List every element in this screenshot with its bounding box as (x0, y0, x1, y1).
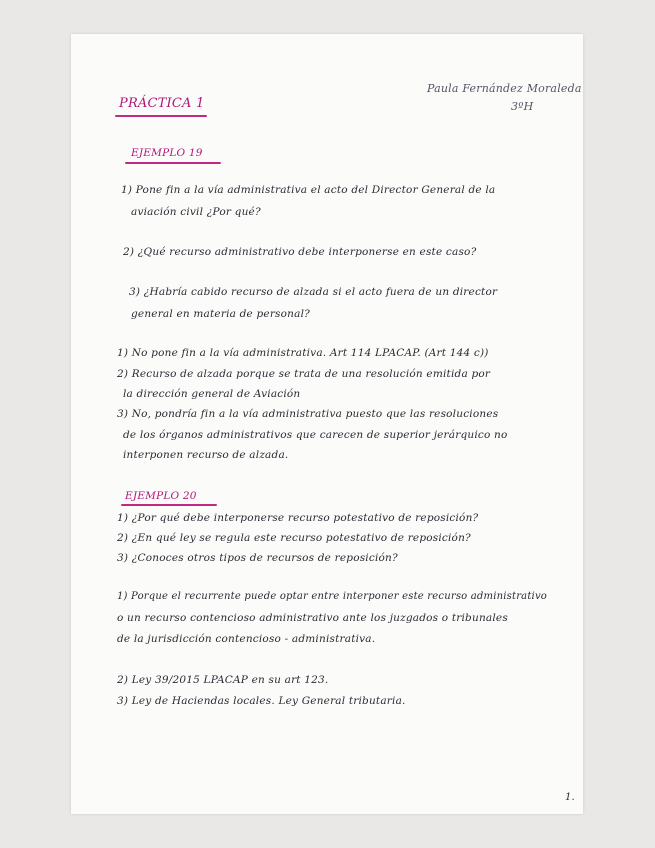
example-19-answer-line: 3) No, pondría fin a la vía administrativa puesto que las resoluciones (117, 408, 499, 420)
example-20-question-line: 3) ¿Conoces otros tipos de recursos de reposición? (117, 552, 398, 564)
example-20-answer-line: 3) Ley de Haciendas locales. Ley General tributaria. (117, 695, 406, 707)
example-19-question-line: aviación civil ¿Por qué? (131, 206, 261, 218)
author-name: Paula Fernández Moraleda (427, 82, 582, 95)
example-19-question-line: general en materia de personal? (131, 308, 310, 320)
example-19-answer-line: 1) No pone fin a la vía administrativa. Art 114 LPACAP. (Art 144 c)) (117, 347, 489, 359)
example-19-answer-line: la dirección general de Aviación (123, 388, 301, 400)
example-20-question-line: 2) ¿En qué ley se regula este recurso potestativo de reposición? (117, 532, 471, 544)
example-19-question-line: 3) ¿Habría cabido recurso de alzada si el acto fuera de un director (129, 286, 498, 298)
page-title: PRÁCTICA 1 (119, 96, 205, 111)
title-underline (115, 115, 207, 117)
page-number: 1. (565, 792, 575, 803)
example-19-question-line: 2) ¿Qué recurso administrativo debe interponerse en este caso? (123, 246, 477, 258)
example-19-answer-line: 2) Recurso de alzada porque se trata de una resolución emitida por (117, 368, 491, 380)
example-19-question-line: 1) Pone fin a la vía administrativa el acto del Director General de la (121, 184, 496, 196)
example-19-answer-line: interponen recurso de alzada. (123, 449, 289, 461)
example-20-underline (121, 504, 217, 506)
example-20-question-line: 1) ¿Por qué debe interponerse recurso potestativo de reposición? (117, 512, 479, 524)
author-group: 3ºH (511, 100, 534, 113)
example-20-answer-line: 2) Ley 39/2015 LPACAP en su art 123. (117, 674, 329, 686)
example-20-answer-line: de la jurisdicción contencioso - administrativa. (117, 633, 376, 645)
example-19-answer-line: de los órganos administrativos que carecen de superior jerárquico no (123, 429, 508, 441)
example-20-answer-line: o un recurso contencioso administrativo ante los juzgados o tribunales (117, 612, 508, 624)
example-19-heading: EJEMPLO 19 (131, 147, 203, 159)
example-20-heading: EJEMPLO 20 (125, 490, 197, 502)
notebook-page (71, 34, 583, 814)
example-20-answer-line: 1) Porque el recurrente puede optar entre interponer este recurso administrativo (117, 591, 548, 602)
example-19-underline (125, 162, 221, 164)
